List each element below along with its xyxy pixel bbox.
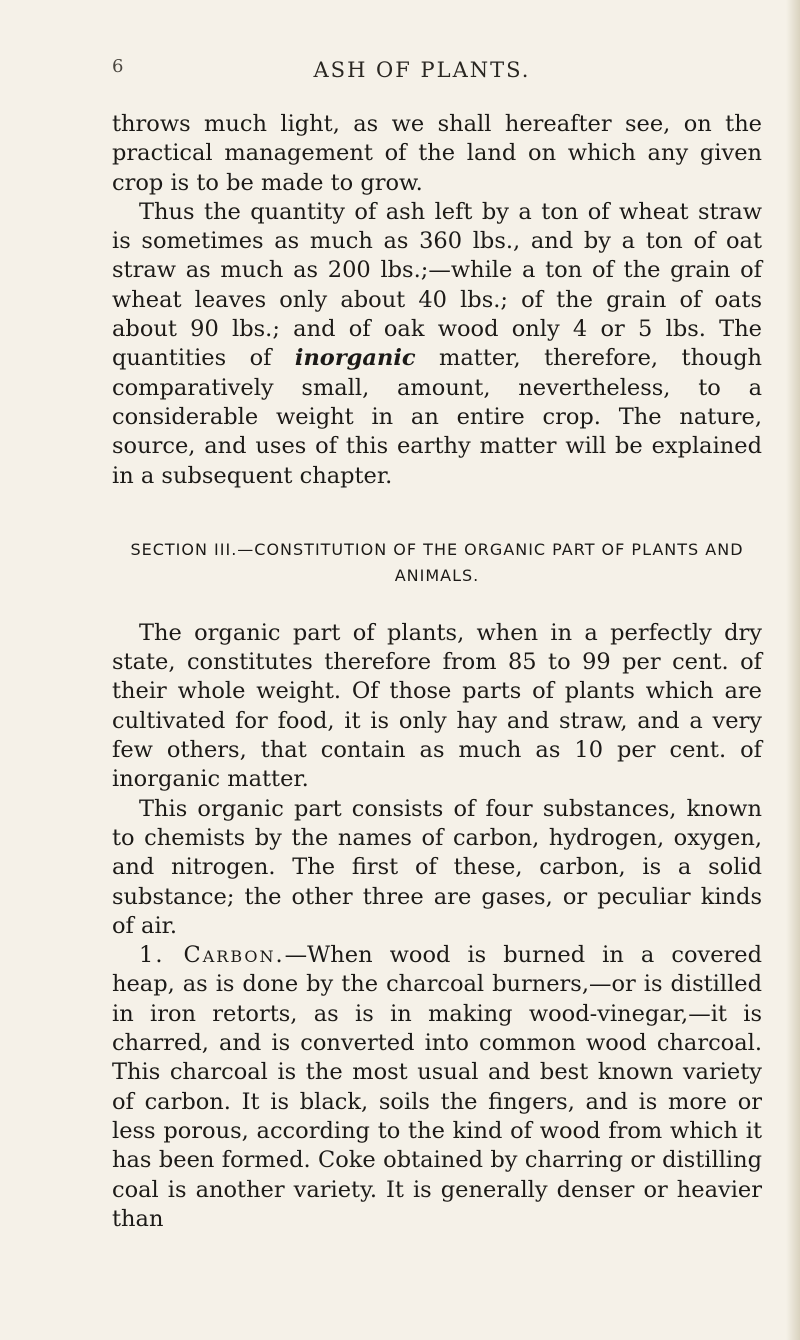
page-number: 6: [112, 56, 124, 77]
page-body: [112, 110, 762, 1234]
paragraph-4: This organic part consists of four substances, known to chemists by the names of carbon, hydrogen, oxygen, and nitrogen. The first of these, carbon, is a solid substance; the other three are gases, or peculiar kinds of air.: [112, 795, 762, 939]
paragraph-5: [112, 941, 762, 1234]
paragraph-2: [112, 198, 762, 491]
page-edge-shadow: [786, 0, 800, 1340]
page-header: [112, 56, 732, 86]
paragraph-3: The organic part of plants, when in a perfectly dry state, constitutes therefore from 85 to 99 per cent. of their whole weight. Of those parts of plants which are cultivated for food, it is only hay and straw, and a very few others, that contain as much as 10 per cent. of inorganic matter.: [112, 619, 762, 793]
paragraph-2-text: Thus the quantity of ash left by a ton of wheat straw is sometimes as much as 360 lbs., and by a ton of oat straw as much as 200 lbs.;—while a ton of the grain of wheat leaves only about 40 lbs.; of the grain of oats about 90 lbs.; and of oak wood only 4 or 5 lbs. The quantities of: [112, 198, 762, 372]
paragraph-2-end: matter, therefore, though comparatively small, amount, nevertheless, to a considerable weight in an entire crop. The nature, source, and uses of this earthy matter will be explained in a subsequent chapter.: [112, 345, 762, 489]
running-title: ASH OF PLANTS.: [313, 58, 531, 82]
paragraph-1: throws much light, as we shall hereafter see, on the practical management of the land on which any given crop is to be made to grow.: [112, 111, 762, 196]
paragraph-5-text: —When wood is burned in a covered heap, as is done by the charcoal burners,—or is distilled in iron retorts, as is in making wood-vinegar,—it is charred, and is converted into common wood charcoal. This charcoal is the most usual and best known variety of carbon. It is black, soils the fingers, and is more or less porous, according to the kind of wood from which it has been formed. Coke obtained by charring or distilling coal is another variety. It is generally denser or heavier than: [112, 942, 762, 1232]
emphasis-inorganic: inorganic: [294, 345, 416, 372]
section-heading: SECTION III.—CONSTITUTION OF THE ORGANIC PART OF PLANTS AND ANIMALS.: [130, 539, 744, 585]
carbon-subheading: 1. Carbon.: [139, 942, 285, 969]
